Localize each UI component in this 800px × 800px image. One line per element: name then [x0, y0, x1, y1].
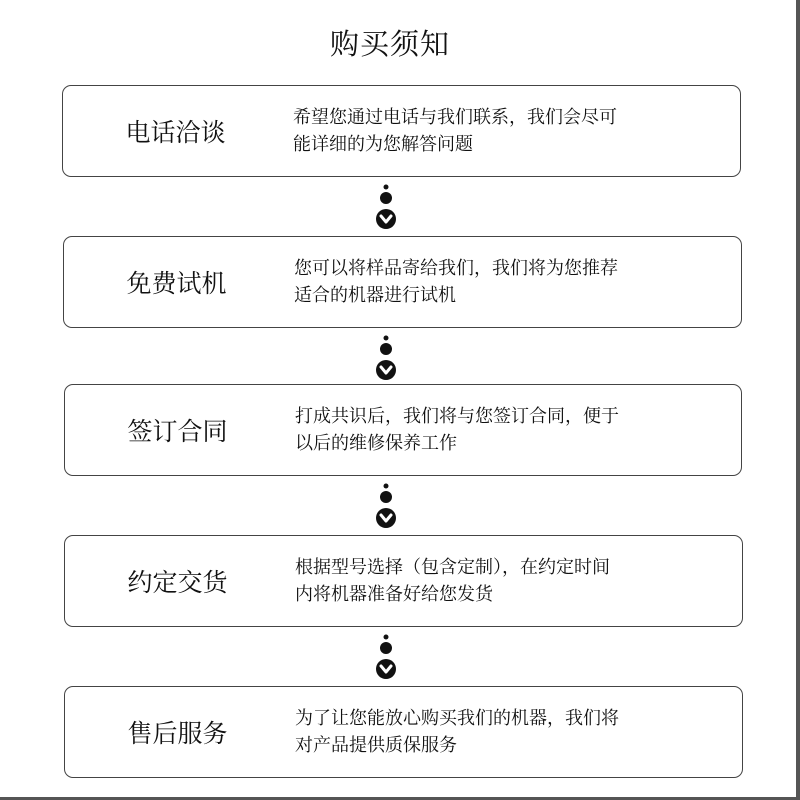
step-description	[294, 255, 704, 309]
flow-connector	[376, 335, 396, 381]
step-description-line: 能详细的为您解答问题	[293, 134, 473, 155]
step-description	[295, 705, 705, 759]
dot-small-icon	[384, 635, 389, 640]
step-description	[295, 403, 705, 457]
dot-small-icon	[384, 185, 389, 190]
step-scheduled-delivery	[64, 535, 743, 627]
dot-large-icon	[380, 642, 392, 654]
page-title: 购买须知	[329, 27, 450, 61]
step-name: 电话洽谈	[125, 118, 226, 147]
dot-large-icon	[380, 192, 392, 204]
step-description-line: 适合的机器进行试机	[294, 285, 456, 306]
step-description-line: 您可以将样品寄给我们，我们将为您推荐	[294, 258, 618, 279]
step-description	[293, 104, 703, 158]
chevron-down-circle-icon	[376, 508, 396, 528]
step-sign-contract	[64, 384, 742, 476]
step-description-line: 根据型号选择（包含定制），在约定时间	[295, 557, 610, 578]
step-phone-consultation	[62, 85, 741, 177]
step-name: 约定交货	[127, 568, 228, 597]
step-description-line: 内将机器准备好给您发货	[295, 584, 493, 605]
step-description-line: 以后的维修保养工作	[295, 433, 457, 454]
step-name: 签订合同	[127, 417, 228, 446]
step-description-line: 为了让您能放心购买我们的机器，我们将	[295, 708, 619, 729]
flow-connector	[376, 483, 396, 529]
step-description	[295, 554, 705, 608]
dot-large-icon	[380, 343, 392, 355]
step-name: 免费试机	[126, 269, 227, 298]
dot-large-icon	[380, 491, 392, 503]
chevron-down-circle-icon	[376, 659, 396, 679]
dot-small-icon	[384, 336, 389, 341]
step-description-line: 打成共识后，我们将与您签订合同，便于	[295, 406, 619, 427]
step-free-trial	[63, 236, 742, 328]
chevron-down-circle-icon	[376, 360, 396, 380]
dot-small-icon	[384, 484, 389, 489]
step-after-sales-service	[64, 686, 743, 778]
step-name: 售后服务	[127, 719, 228, 748]
step-description-line: 对产品提供质保服务	[295, 735, 457, 756]
step-description-line: 希望您通过电话与我们联系，我们会尽可	[293, 107, 617, 128]
flow-connector	[376, 184, 396, 230]
chevron-down-circle-icon	[376, 209, 396, 229]
flow-connector	[376, 634, 396, 680]
